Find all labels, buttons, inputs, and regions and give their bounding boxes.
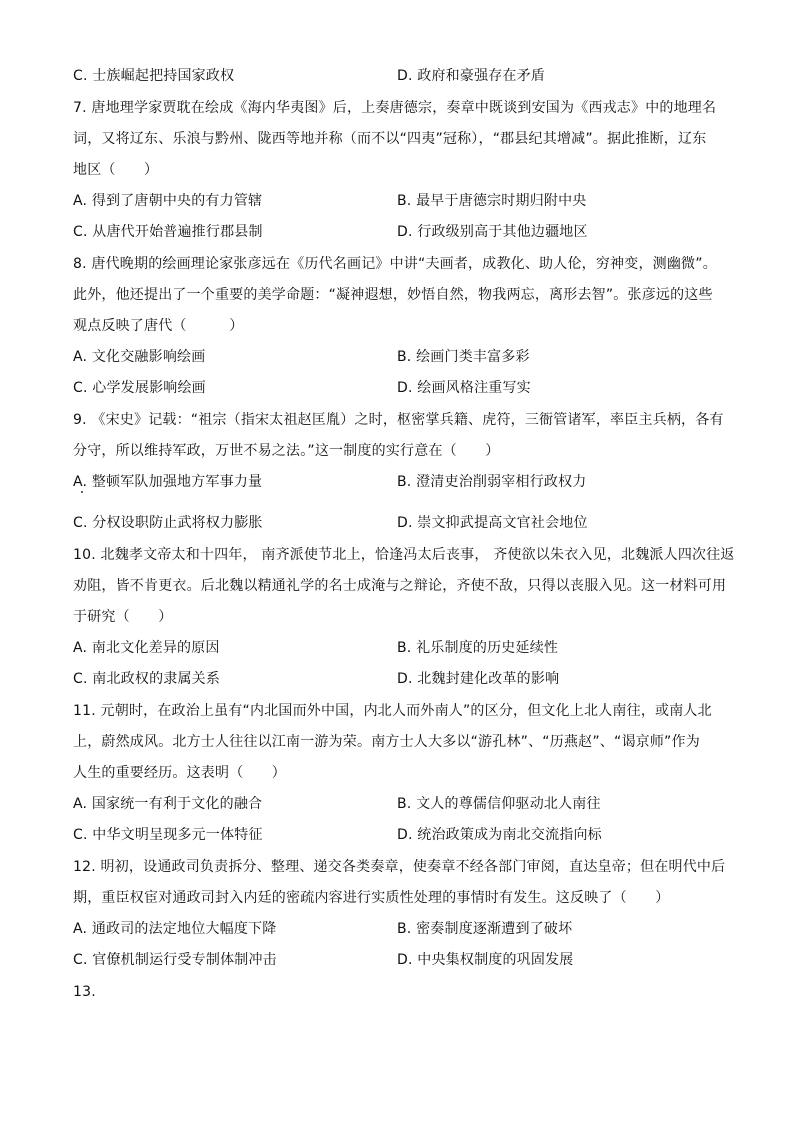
q10-option-b: B. 礼乐制度的历史延续性 <box>397 640 559 656</box>
q8-stem-line-1: 8. 唐代晚期的绘画理论家张彦远在《历代名画记》中讲“夫画者，成教化、助人伦，穷神变，测幽微”。 <box>73 256 717 272</box>
q12-stem-line-1: 12. 明初，设通政司负责拆分、整理、递交各类奏章，使奏章不经各部门审阅，直达皇帝；但在明代中后 <box>73 859 726 875</box>
q10-option-a: A. 南北文化差异的原因 <box>73 640 220 656</box>
q9-option-a: A. 整顿军队加强地方军事力量 <box>73 474 263 490</box>
q8-option-c: C. 心学发展影响绘画 <box>73 380 206 396</box>
q9-option-c: C. 分权设职防止武将权力膨胀 <box>73 515 263 531</box>
q11-stem-line-1: 11. 元朝时，在政治上虽有“内北国而外中国，内北人而外南人”的区分，但文化上北人南往，或南人北 <box>73 703 712 719</box>
q11-stem-line-2: 上，蔚然成风。北方士人往往以江南一游为荣。南方士人大多以“游孔林”、“历燕赵”、“谒京师”作为 <box>73 734 700 750</box>
q10-option-c: C. 南北政权的隶属关系 <box>73 671 221 687</box>
q11-option-c: C. 中华文明呈现多元一体特征 <box>73 827 263 843</box>
q11-stem-line-3: 人生的重要经历。这表明（ ） <box>73 765 286 781</box>
q8-option-d: D. 绘画风格注重写实 <box>397 380 531 396</box>
q8-option-b: B. 绘画门类丰富多彩 <box>397 349 530 365</box>
q8-stem-line-3: 观点反映了唐代（ ） <box>73 318 244 334</box>
q9-stem-line-2: 分守，所以维持军政，万世不易之法。”这一制度的实行意在（ ） <box>73 443 500 459</box>
q10-stem-line-2: 劝阻，皆不肯更衣。后北魏以精通礼学的名士成淹与之辩论，齐使不敌，只得以丧服入见。这一材料可用 <box>73 578 727 594</box>
q11-option-b: B. 文人的尊儒信仰驱动北人南往 <box>397 796 601 812</box>
q11-option-a: A. 国家统一有利于文化的融合 <box>73 796 263 812</box>
q12-stem-line-2: 期，重臣权宦对通政司封入内廷的密疏内容进行实质性处理的事情时有发生。这反映了（ ） <box>73 890 670 906</box>
q10-option-d: D. 北魏封建化改革的影响 <box>397 671 560 687</box>
q8-stem-line-2: 此外，他还提出了一个重要的美学命题：“凝神遐想，妙悟自然，物我两忘，离形去智”。张彦远的这些 <box>73 287 713 303</box>
q7-option-c: C. 从唐代开始普遍推行郡县制 <box>73 224 263 240</box>
q11-option-d: D. 统治政策成为南北交流指向标 <box>397 827 602 843</box>
q12-option-d: D. 中央集权制度的巩固发展 <box>397 952 574 968</box>
q7-stem-line-3: 地区（ ） <box>73 162 159 178</box>
q8-option-a: A. 文化交融影响绘画 <box>73 349 206 365</box>
q7-option-b: B. 最早于唐德宗时期归附中央 <box>397 193 587 209</box>
q13-number: 13. <box>73 984 96 1000</box>
q9-stem-line-1: 9. 《宋史》记载：“祖宗（指宋太祖赵匡胤）之时，枢密掌兵籍、虎符，三衙管诸军，率臣主兵柄，各有 <box>73 412 724 428</box>
q7-stem-line-1: 7. 唐地理学家贾耽在绘成《海内华夷图》后，上奏唐德宗，奏章中既谈到安国为《西戎志》中的地理名 <box>73 100 717 116</box>
q10-stem-line-1: 10. 北魏孝文帝太和十四年， 南齐派使节北上，恰逢冯太后丧事， 齐使欲以朱衣入见，北魏派人四次往返 <box>73 547 735 563</box>
q6-option-d: D. 政府和豪强存在矛盾 <box>397 68 546 84</box>
q7-option-a: A. 得到了唐朝中央的有力管辖 <box>73 193 263 209</box>
q7-stem-line-2: 词，又将辽东、乐浪与黔州、陇西等地并称（而不以“四夷”冠称），“郡县纪其增减”。据此推断，辽东 <box>73 131 707 147</box>
q6-option-c: C. 士族崛起把持国家政权 <box>73 68 235 84</box>
q12-option-b: B. 密奏制度逐渐遭到了破坏 <box>397 921 573 937</box>
q12-option-c: C. 官僚机制运行受专制体制冲击 <box>73 952 277 968</box>
q9-option-d: D. 崇文抑武提高文官社会地位 <box>397 515 588 531</box>
q7-option-d: D. 行政级别高于其他边疆地区 <box>397 224 588 240</box>
stray-dot-mark <box>81 491 83 493</box>
q10-stem-line-3: 于研究（ ） <box>73 609 173 625</box>
q9-option-b: B. 澄清吏治削弱宰相行政权力 <box>397 474 587 490</box>
q12-option-a: A. 通政司的法定地位大幅度下降 <box>73 921 277 937</box>
